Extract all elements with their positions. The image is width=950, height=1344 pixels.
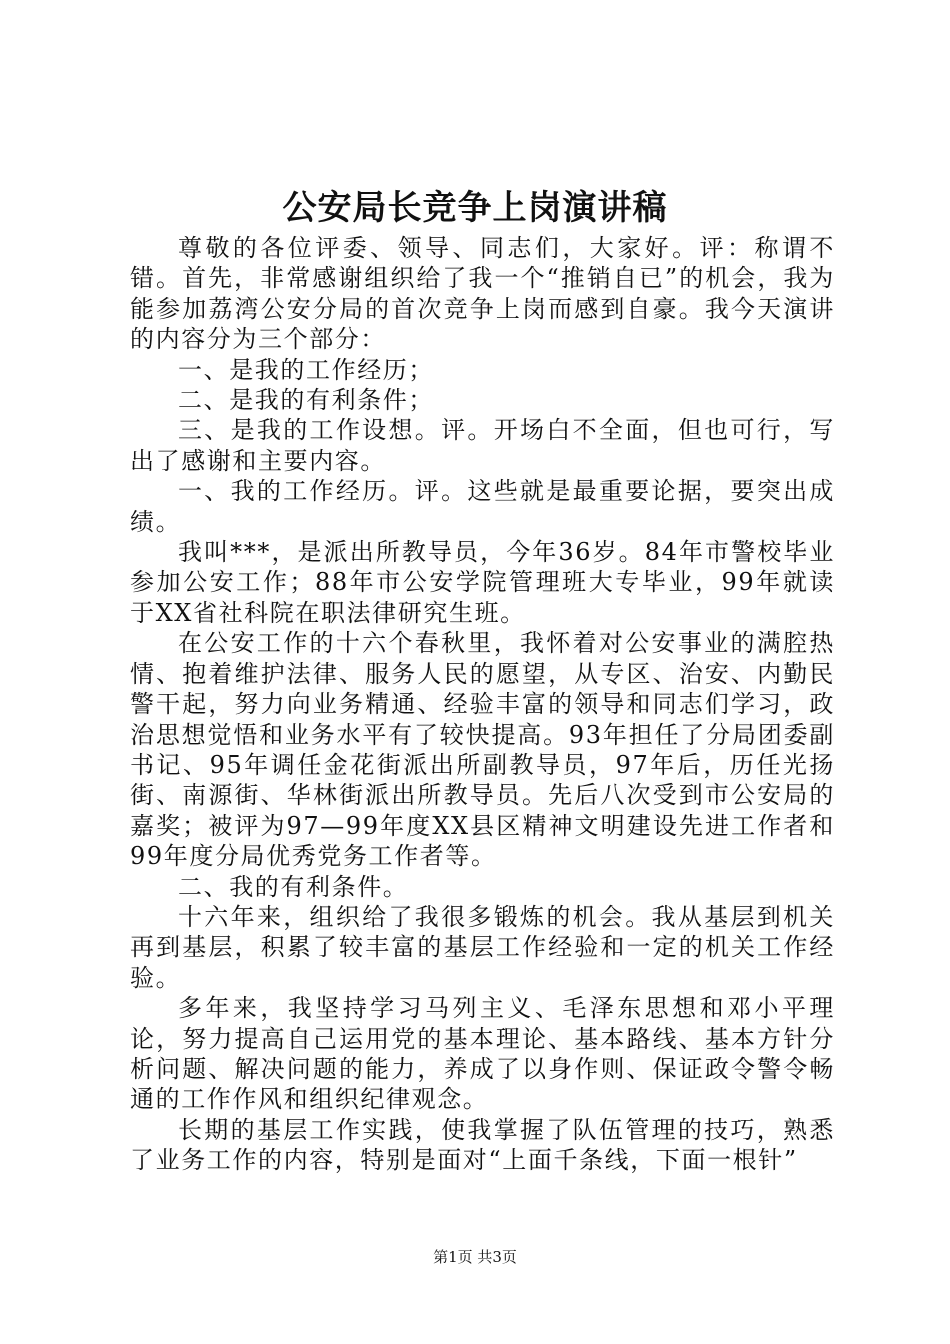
paragraph: 三、是我的工作设想。评。开场白不全面，但也可行，写出了感谢和主要内容。 [130,416,835,475]
paragraph: 二、是我的有利条件； [178,386,434,415]
paragraph: 我叫***，是派出所教导员，今年36岁。84年市警校毕业参加公安工作；88年市公安学院管理班大专毕业，99年就读于XX省社科院在职法律研究生班。 [130,538,835,627]
paragraph: 长期的基层工作实践，使我掌握了队伍管理的技巧，熟悉了业务工作的内容，特别是面对“上面千条线，下面一根针” [130,1115,835,1175]
document-body [130,233,835,1176]
paragraph: 多年来，我坚持学习马列主义、毛泽东思想和邓小平理论，努力提高自己运用党的基本理论、基本路线、基本方针分析问题、解决问题的能力，养成了以身作则、保证政令警令畅通的工作作风和组织纪律观念。 [130,994,835,1114]
document-title: 公安局长竞争上岗演讲稿 [282,188,668,228]
paragraph: 一、我的工作经历。评。这些就是最重要论据，要突出成绩。 [130,477,835,536]
paragraph: 在公安工作的十六个春秋里，我怀着对公安事业的满腔热情、抱着维护法律、服务人民的愿望，从专区、治安、内勤民警干起，努力向业务精通、经验丰富的领导和同志们学习，政治思想觉悟和业务水平有了较快提高。93年担任了分局团委副书记、95年调任金花街派出所副教导员，97年后，历任光扬街、南源街、华林街派出所教导员。先后八次受到市公安局的嘉奖；被评为97—99年度XX县区精神文明建设先进工作者和99年度分局优秀党务工作者等。 [130,629,835,871]
paragraph: 十六年来，组织给了我很多锻炼的机会。我从基层到机关再到基层，积累了较丰富的基层工作经验和一定的机关工作经验。 [130,902,835,992]
paragraph: 尊敬的各位评委、领导、同志们，大家好。评：称谓不错。首先，非常感谢组织给了我一个“推销自已”的机会，我为能参加荔湾公安分局的首次竞争上岗而感到自豪。我今天演讲的内容分为三个部分： [130,234,835,354]
paragraph: 一、是我的工作经历； [178,355,434,384]
page-number-footer: 第1页 共3页 [433,1248,517,1266]
paragraph: 二、我的有利条件。 [178,872,409,901]
